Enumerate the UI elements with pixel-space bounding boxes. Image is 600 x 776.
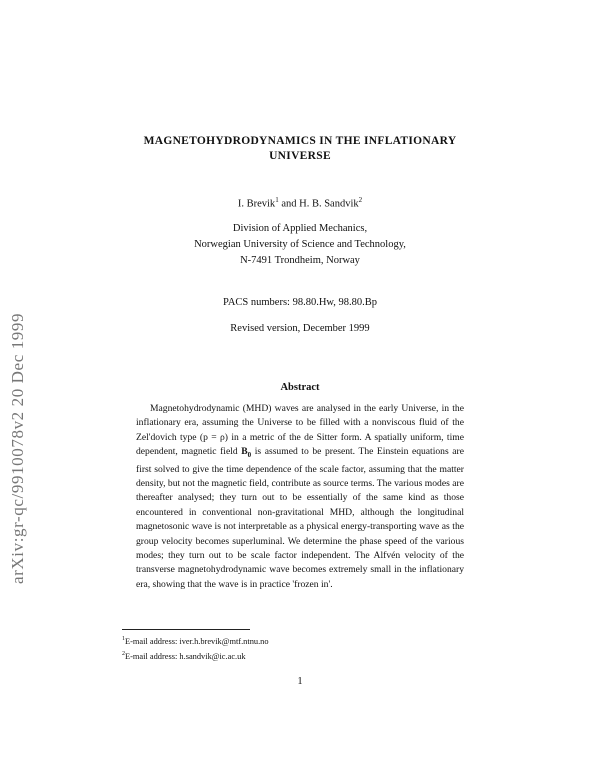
- footnote-1: [122, 633, 269, 648]
- author-1: I. Brevik: [237, 198, 276, 210]
- footnote-1-mark: 1: [122, 636, 125, 642]
- footnote-2: [122, 648, 269, 663]
- footnote-1-email: E-mail address: iver.h.brevik@mtf.ntnu.no: [125, 636, 269, 646]
- magnetic-field-symbol: B: [241, 446, 248, 458]
- abstract-text-part-2: is assumed to be present. The Einstein equations are first solved to give the time dependence of the scale factor, assuming that the matter density, but not the magnetic field, contribute as source terms. The various modes are thereafter analysed; they turn out to be essentially of the same kind as those encountered in conventional non-gravitational MHD, although the longitudinal magnetosonic wave is not interpretable as a physical energy-transporting wave as the group velocity becomes superluminal. We determine the phase speed of the various modes; they turn out to be scale factor independent. The Alfvén velocity of the transverse magnetohydrodynamic wave becomes extremely small in the inflationary era, showing that the wave is in practice 'frozen in'.: [136, 446, 464, 590]
- title-line-2: UNIVERSE: [269, 150, 331, 162]
- footnote-2-email: E-mail address: h.sandvik@ic.ac.uk: [125, 651, 246, 661]
- footnote-divider: [122, 629, 250, 630]
- affiliation-line-2: Norwegian University of Science and Technology,: [194, 239, 406, 250]
- footnote-2-mark: 2: [122, 650, 125, 657]
- revision-note: Revised version, December 1999: [230, 323, 370, 334]
- affiliation-line-1: Division of Applied Mechanics,: [232, 223, 368, 234]
- footnotes: [122, 633, 269, 663]
- title-line-1: MAGNETOHYDRODYNAMICS IN THE INFLATIONARY: [143, 135, 457, 147]
- pacs-numbers: PACS numbers: 98.80.Hw, 98.80.Bp: [222, 297, 378, 308]
- arxiv-identifier-stamp: arXiv:gr-qc/9910078v2 20 Dec 1999: [8, 312, 27, 584]
- author-list: [100, 196, 500, 210]
- author-2: H. B. Sandvik: [299, 198, 359, 210]
- page-number: 1: [297, 676, 303, 687]
- abstract-body: [136, 402, 464, 592]
- paper-title: [100, 134, 500, 164]
- arxiv-margin-stamp-area: [8, 208, 38, 584]
- affiliation: [100, 221, 500, 269]
- magnetic-field-subscript: 0: [247, 451, 252, 460]
- abstract-heading: Abstract: [280, 382, 320, 393]
- author-2-footnote-mark: 2: [358, 196, 363, 204]
- author-conjunction: and: [278, 198, 300, 210]
- abstract-text-part-1: Magnetohydrodynamic (MHD) waves are analysed in the early Universe, in the inflationary era, assuming the Universe to be filled with a nonviscous fluid of the Zel'dovich type (p = ρ) in a metric of the de Sitter form. A spatially uniform, time dependent, magnetic field: [136, 403, 464, 458]
- author-1-footnote-mark: 1: [275, 196, 279, 204]
- affiliation-line-3: N-7491 Trondheim, Norway: [240, 255, 360, 266]
